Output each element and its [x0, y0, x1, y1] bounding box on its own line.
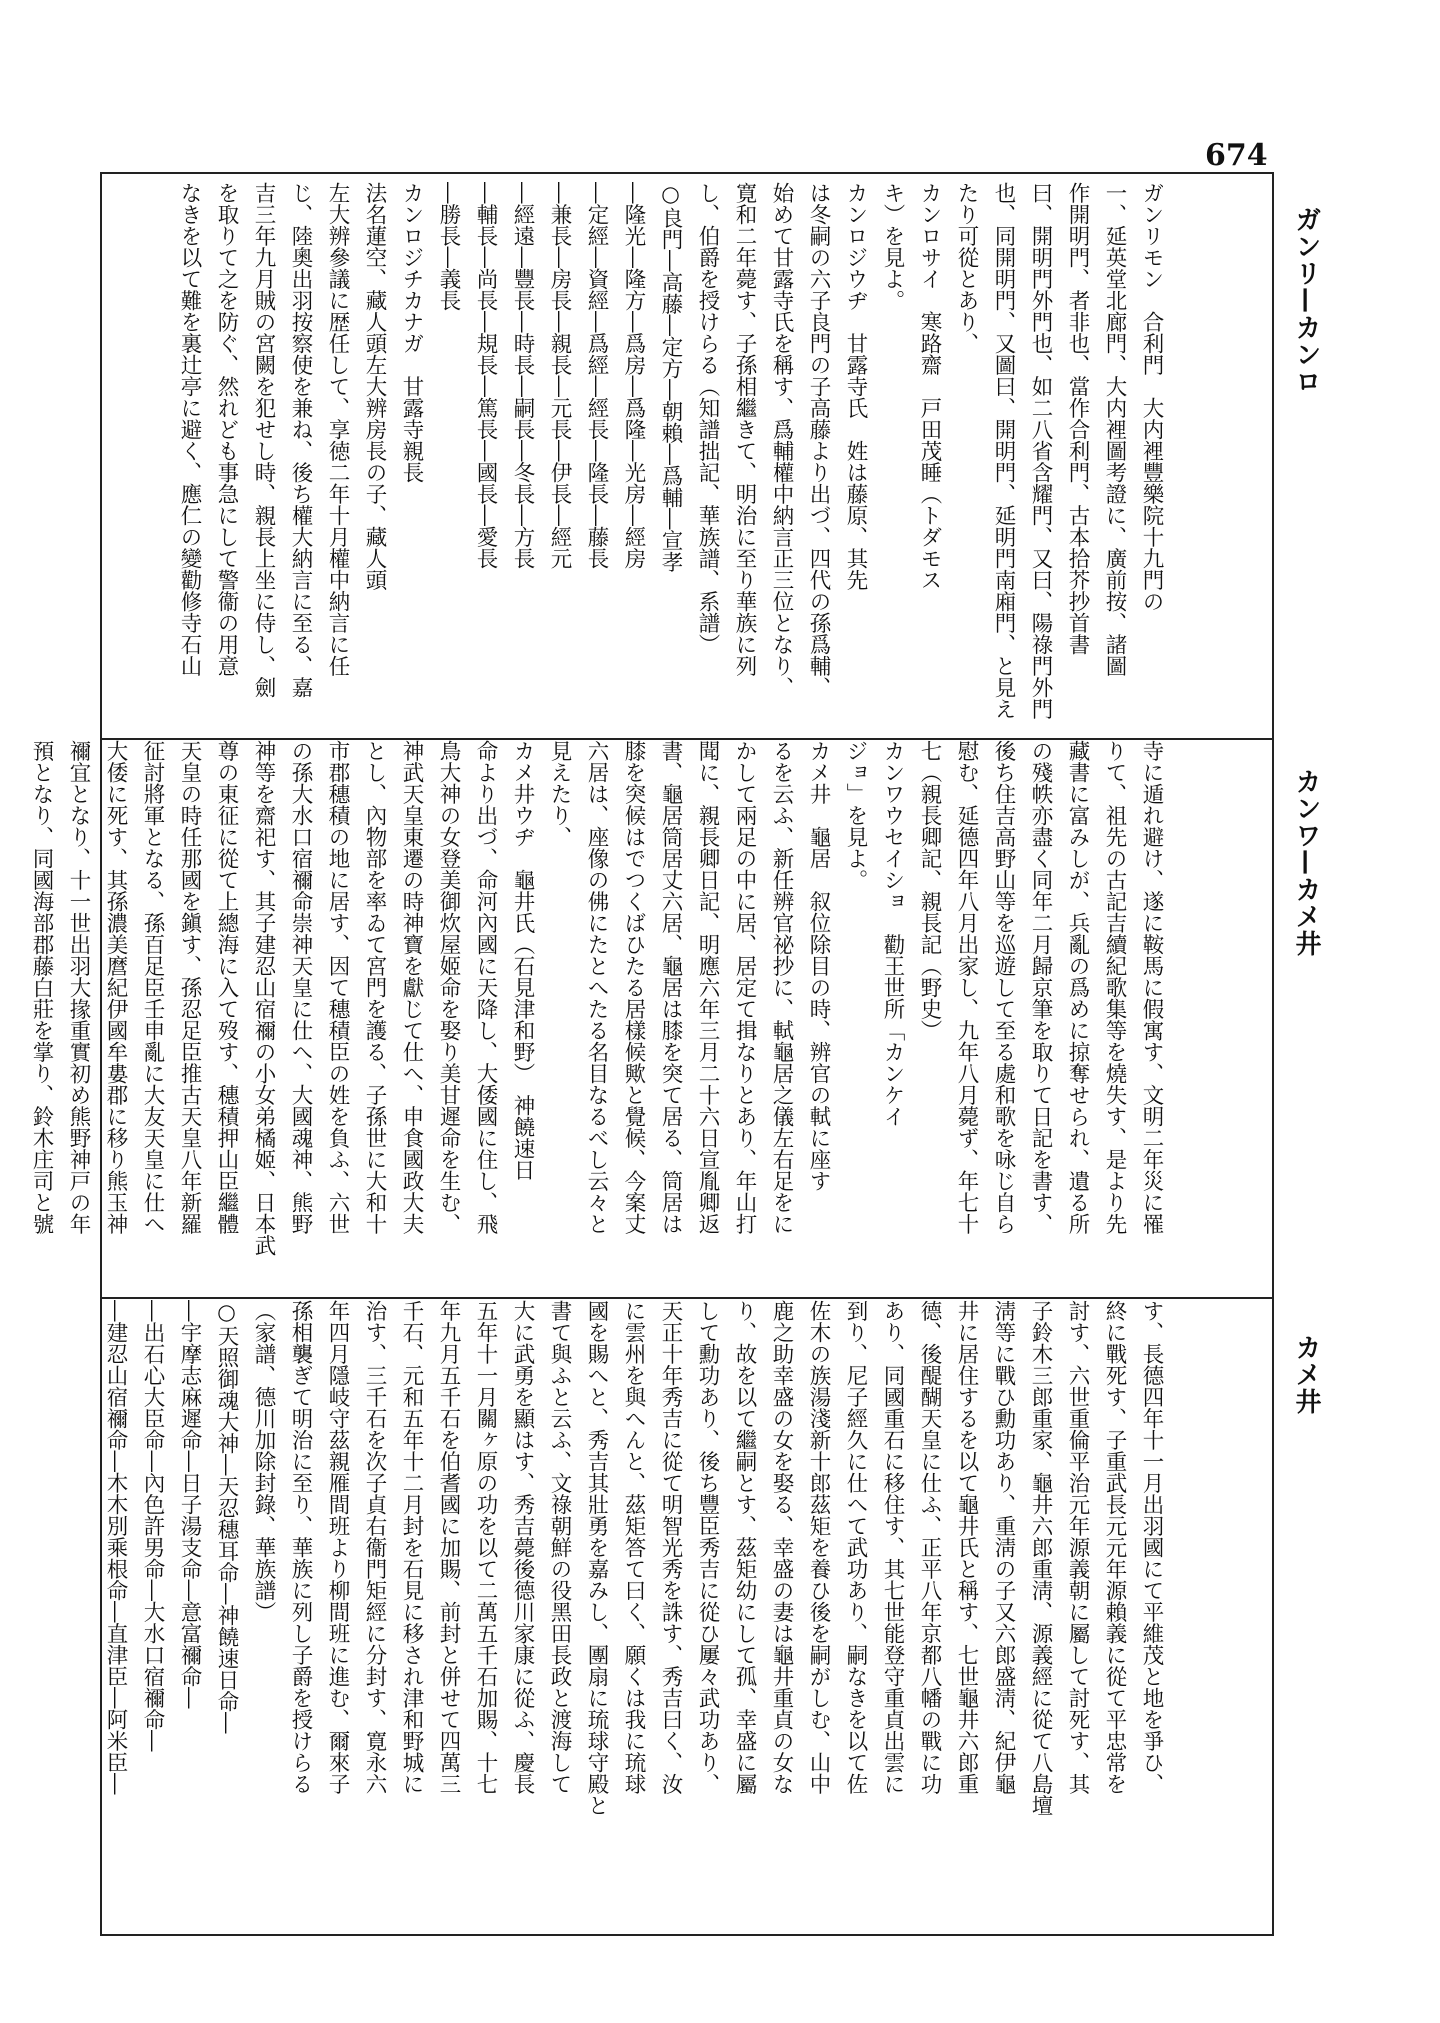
running-header-middle: カンワ—カメ井: [1291, 768, 1321, 957]
running-header-top: ガンリ—カンロ: [1291, 206, 1321, 395]
text-section-bottom: す、長德四年十一月出羽國にて平維茂と地を爭ひ、 終に戰死す、子重武長元元年源賴義に從て平忠常を 討す、六世重倫平治元年源義朝に屬して討死す、其 子鈴木三郎重家、龜井六郎重淸、源義經に從て八島壇 淸等に戰ひ勳功あり、重淸の子又六郎盛淸、紀伊龜 井に居住するを以て龜井氏と稱す、七世龜井六郎重 德、後醍醐天皇に仕ふ、正平八年京都八幡の戰に功 あり、同國重石に移住す、其七世能登守重貞出雲に 到り、尼子經久に仕へて武功あり、嗣なきを以て佐 佐木の族湯淺新十郎茲矩を養ひ後を嗣がしむ、山中 鹿之助幸盛の女を娶る、幸盛の妻は龜井重貞の女な り、故を以て繼嗣とす、茲矩幼にして孤、幸盛に屬 して勳功あり、後ち豐臣秀吉に從ひ屢々武功あり、 天正十年秀吉に從て明智光秀を誅す、秀吉曰く、汝 に雲州を與へんと、茲矩答て曰く、願くは我に琉球 國を賜へと、秀吉其壯勇を嘉みし、團扇に琉球守殿と 書て與ふと云ふ、文祿朝鮮の役黑田長政と渡海して 大に武勇を顯はす、秀吉薨後德川家康に從ふ、慶長 五年十一月關ヶ原の功を以て二萬五千石加賜、十七 年九月五千石を伯耆國に加賜、前封と併せて四萬三 千石、元和五年十二月封を石見に移され津和野城に 治す、三千石を次子貞右衞門矩經に分封す、寛永六 年四月隱岐守茲親雁間班より柳間班に進む、爾來子 孫相襲ぎて明治に至り、華族に列し子爵を授けらる （家譜、德川加除封錄、華族譜） ○天照御魂大神―天忍穗耳命―神饒速日命― ―宇摩志麻遲命―日子湯支命―意富禰命― ―出石心大臣命―內色許男命―大水口宿禰命― ―建忍山宿禰命―木木別乘根命―直津臣―阿米臣―: [103, 1300, 1164, 1816]
section-divider-bottom: [100, 1297, 1274, 1299]
running-header-bottom: カメ井: [1291, 1334, 1321, 1415]
page-number: 674: [1205, 138, 1268, 173]
text-section-top: ガンリモン 合利門 大内裡豐樂院十九門の 一、延英堂北廊門、大内裡圖考證に、廣前按、諸圖 作開明門、者非也、當作合利門、古本拾芥抄首書 曰、開明門外門也、如二八省含耀門、又曰、陽祿門外門 也、同開明門、又圖曰、開明門、延明門南廂門、と見え たり可從とあり、 カンロサイ 寒路齋 戸田茂睡（トダモス キ）を見よ。 カンロジウヂ 甘露寺氏 姓は藤原、其先 は冬嗣の六子良門の子高藤より出づ、四代の孫爲輔、 始めて甘露寺氏を稱す、爲輔權中納言正三位となり、 寛和二年薨す、子孫相繼きて、明治に至り華族に列 し、伯爵を授けらる（知譜拙記、華族譜、系譜） ○良門―高藤―定方―朝賴―爲輔―宣孝 ―隆光―隆方―爲房―爲隆―光房―經房 ―定經―資經―爲經―經長―隆長―藤長 ―兼長―房長―親長―元長―伊長―經元 ―經遠―豐長―時長―嗣長―冬長―方長 ―輔長―尚長―規長―篤長―國長―愛長 ―勝長―義長 カンロジチカナガ 甘露寺親長 法名蓮空、藏人頭左大辨房長の子、藏人頭 左大辨參議に歴任して、享徳二年十月權中納言に任 じ、陸奧出羽按察使を兼ね、後ち權大納言に至る、嘉 吉三年九月賊の宮闕を犯せし時、親長上坐に侍し、劍 を取りて之を防ぐ、然れども事急にして警衞の用意 なきを以て難を裏辻亭に避く、應仁の變勸修寺石山: [177, 182, 1164, 720]
text-section-middle: 寺に遁れ避け、遂に鞍馬に假寓す、文明二年災に罹 りて、祖先の古記吉續紀歌集等を燒失す、是より先 藏書に富みしが、兵亂の爲めに掠奪せられ、遺る所 の殘帙亦盡く同年二月歸京筆を取りて日記を書す、 後ち住吉高野山等を巡遊して至る處和歌を咏じ自ら 慰む、延德四年八月出家し、九年八月薨ず、年七十 七（親長卿記、親長記（野史） カンワウセイショ 勸王世所「カンケイ ジョ」を見よ。 カメ井 龜居 叙位除目の時、辨官の軾に座す るを云ふ、新任辨官祕抄に、軾龜居之儀左右足をに かして兩足の中に居、居定て揖なりとあり、年山打 聞に、親長卿日記、明應六年三月二十六日宣胤卿返 書、龜居筒居丈六居、龜居は膝を突て居る、筒居は 膝を突候はでつくばひたる居樣候歟と覺候、今案丈 六居は、座像の佛にたとへたる名目なるべし云々と 見えたり、 カメ井ウヂ 龜井氏（石見津和野） 神饒速日 命より出づ、命河內國に天降し、大倭國に住し、飛 鳥大神の女登美御炊屋姬命を娶り美甘遲命を生む、 神武天皇東遷の時神寶を獻じて仕へ、申食國政大夫 とし、內物部を率ゐて宮門を護る、子孫世に大和十 市郡穗積の地に居す、因て穗積臣の姓を負ふ、六世 の孫大水口宿禰命崇神天皇に仕へ、大國魂神、熊野 神等を齋祀す、其子建忍山宿禰の小女弟橘姬、日本武 尊の東征に從て上總海に入て歿す、穗積押山臣繼體 天皇の時任那國を鎭す、孫忍足臣推古天皇八年新羅 征討將軍となる、孫百足臣壬申亂に大友天皇に仕へ 大倭に死す、其孫濃美麿紀伊國牟婁郡に移り熊玉神 禰宜となり、十一世出羽大掾重實初め熊野神戸の年 預となり、同國海部郡藤白莊を掌り、鈴木庄司と號: [29, 740, 1164, 1256]
